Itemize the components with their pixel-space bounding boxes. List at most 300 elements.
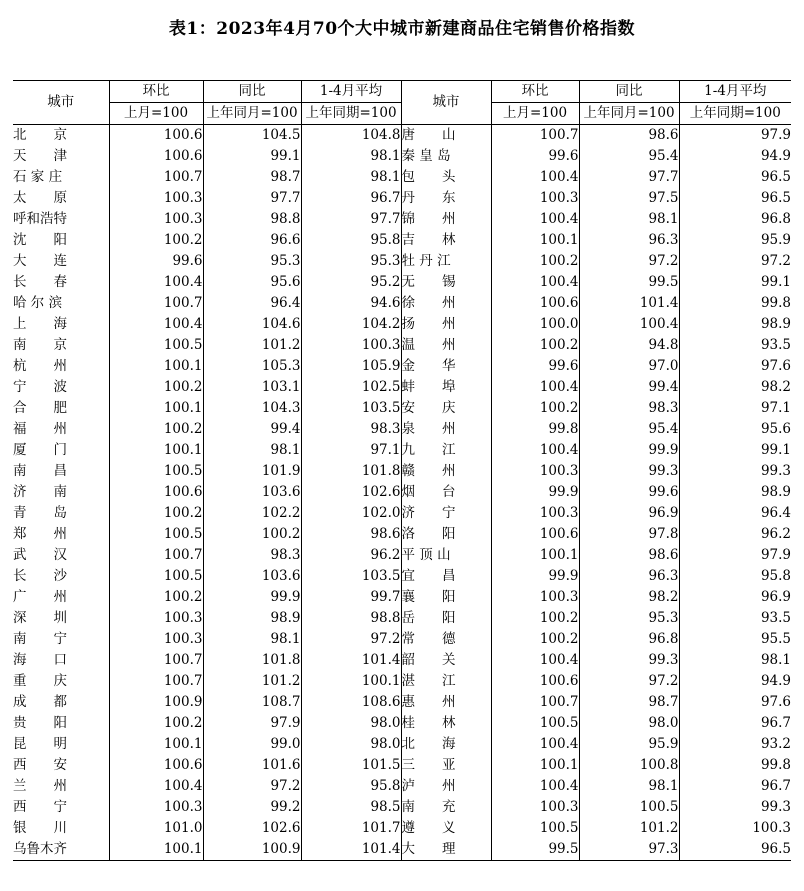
right-yoy-value: 99.5 (579, 272, 679, 293)
left-yoy-value: 98.9 (203, 608, 301, 629)
left-mom-value: 100.5 (109, 566, 203, 587)
table-row (13, 839, 791, 861)
right-avg-value: 100.3 (679, 818, 791, 839)
right-mom-value: 100.3 (491, 461, 579, 482)
right-city-cell (401, 461, 491, 482)
right-avg-value: 96.7 (679, 776, 791, 797)
left-city-cell (13, 377, 109, 398)
right-mom-value: 100.1 (491, 755, 579, 776)
left-city-cell (13, 713, 109, 734)
right-city-cell (401, 125, 491, 147)
table-row (13, 713, 791, 734)
right-avg-value: 99.1 (679, 272, 791, 293)
header-yoy-right: 同比 (579, 81, 679, 103)
right-city-cell (401, 713, 491, 734)
table-row (13, 629, 791, 650)
right-avg-value: 95.5 (679, 629, 791, 650)
table-row (13, 692, 791, 713)
right-yoy-value: 99.3 (579, 461, 679, 482)
right-avg-value: 96.8 (679, 209, 791, 230)
header-yoy-base-left: 上年同月=100 (203, 103, 301, 125)
right-yoy-value: 100.5 (579, 797, 679, 818)
left-yoy-value: 97.2 (203, 776, 301, 797)
left-city-name: 长 春 (13, 274, 67, 290)
left-avg-value: 95.8 (301, 230, 401, 251)
right-mom-value: 100.1 (491, 230, 579, 251)
header-city-right: 城市 (401, 81, 491, 125)
right-city-cell (401, 251, 491, 272)
left-city-name: 福 州 (13, 421, 67, 437)
right-mom-value: 100.3 (491, 587, 579, 608)
left-city-cell (13, 818, 109, 839)
right-mom-value: 100.4 (491, 734, 579, 755)
right-avg-value: 97.9 (679, 545, 791, 566)
left-avg-value: 98.0 (301, 713, 401, 734)
left-city-name: 广 州 (13, 589, 67, 605)
left-city-name: 深 圳 (13, 610, 67, 626)
left-city-cell (13, 356, 109, 377)
table-row (13, 818, 791, 839)
left-city-name: 沈 阳 (13, 232, 67, 248)
right-avg-value: 93.5 (679, 335, 791, 356)
left-avg-value: 103.5 (301, 566, 401, 587)
left-city-cell (13, 251, 109, 272)
right-city-name: 襄 阳 (401, 589, 456, 605)
right-avg-value: 99.8 (679, 755, 791, 776)
right-city-name: 济 宁 (401, 505, 456, 521)
right-city-cell (401, 734, 491, 755)
left-city-cell (13, 188, 109, 209)
right-city-name: 遵 义 (401, 820, 456, 836)
left-mom-value: 100.9 (109, 692, 203, 713)
left-mom-value: 100.3 (109, 629, 203, 650)
left-city-name: 西 宁 (13, 799, 67, 815)
right-city-name: 唐 山 (401, 127, 456, 143)
right-city-cell (401, 524, 491, 545)
right-avg-value: 94.9 (679, 671, 791, 692)
right-city-cell (401, 293, 491, 314)
left-yoy-value: 101.9 (203, 461, 301, 482)
right-yoy-value: 96.8 (579, 629, 679, 650)
left-yoy-value: 95.6 (203, 272, 301, 293)
left-city-name: 上 海 (13, 316, 67, 332)
table-row (13, 587, 791, 608)
left-avg-value: 101.7 (301, 818, 401, 839)
left-mom-value: 100.7 (109, 650, 203, 671)
right-avg-value: 93.5 (679, 608, 791, 629)
left-city-name: 太 原 (13, 190, 67, 206)
right-city-name: 锦 州 (401, 211, 456, 227)
left-yoy-value: 101.6 (203, 755, 301, 776)
left-yoy-value: 104.3 (203, 398, 301, 419)
right-avg-value: 93.2 (679, 734, 791, 755)
left-avg-value: 101.8 (301, 461, 401, 482)
left-city-name: 青 岛 (13, 505, 67, 521)
left-yoy-value: 103.6 (203, 566, 301, 587)
right-mom-value: 100.5 (491, 818, 579, 839)
table-row (13, 776, 791, 797)
left-yoy-value: 102.6 (203, 818, 301, 839)
right-city-cell (401, 503, 491, 524)
right-city-name: 金 华 (401, 358, 456, 374)
left-avg-value: 96.2 (301, 545, 401, 566)
right-city-name: 蚌 埠 (401, 379, 456, 395)
left-city-name: 南 宁 (13, 631, 67, 647)
right-mom-value: 100.3 (491, 503, 579, 524)
left-city-name: 乌鲁木齐 (13, 841, 67, 857)
left-city-name: 西 安 (13, 757, 67, 773)
right-mom-value: 99.6 (491, 146, 579, 167)
left-avg-value: 98.8 (301, 608, 401, 629)
right-yoy-value: 95.9 (579, 734, 679, 755)
right-mom-value: 100.5 (491, 713, 579, 734)
right-mom-value: 100.2 (491, 398, 579, 419)
right-yoy-value: 98.6 (579, 125, 679, 147)
left-yoy-value: 100.2 (203, 524, 301, 545)
left-city-cell (13, 587, 109, 608)
right-mom-value: 100.6 (491, 671, 579, 692)
left-mom-value: 100.1 (109, 440, 203, 461)
right-city-cell (401, 797, 491, 818)
left-avg-value: 98.1 (301, 167, 401, 188)
left-city-cell (13, 734, 109, 755)
left-yoy-value: 104.5 (203, 125, 301, 147)
left-mom-value: 100.3 (109, 608, 203, 629)
left-city-cell (13, 524, 109, 545)
right-avg-value: 99.8 (679, 293, 791, 314)
left-avg-value: 98.6 (301, 524, 401, 545)
left-avg-value: 97.2 (301, 629, 401, 650)
left-avg-value: 98.5 (301, 797, 401, 818)
left-city-name: 北 京 (13, 127, 67, 143)
left-mom-value: 100.1 (109, 839, 203, 861)
left-city-name: 重 庆 (13, 673, 67, 689)
right-avg-value: 96.2 (679, 524, 791, 545)
right-city-cell (401, 377, 491, 398)
left-yoy-value: 102.2 (203, 503, 301, 524)
right-yoy-value: 97.7 (579, 167, 679, 188)
left-yoy-value: 108.7 (203, 692, 301, 713)
right-avg-value: 95.8 (679, 566, 791, 587)
header-mom-left: 环比 (109, 81, 203, 103)
right-city-name: 岳 阳 (401, 610, 456, 626)
left-mom-value: 100.2 (109, 713, 203, 734)
right-mom-value: 100.4 (491, 650, 579, 671)
left-city-name: 昆 明 (13, 736, 67, 752)
right-mom-value: 100.4 (491, 377, 579, 398)
right-yoy-value: 98.3 (579, 398, 679, 419)
left-city-name: 合 肥 (13, 400, 67, 416)
table-row (13, 440, 791, 461)
left-yoy-value: 99.1 (203, 146, 301, 167)
right-mom-value: 100.6 (491, 293, 579, 314)
right-avg-value: 99.3 (679, 797, 791, 818)
left-city-cell (13, 671, 109, 692)
right-city-name: 北 海 (401, 736, 456, 752)
right-city-cell (401, 629, 491, 650)
right-yoy-value: 99.6 (579, 482, 679, 503)
left-yoy-value: 105.3 (203, 356, 301, 377)
right-city-name: 包 头 (401, 169, 456, 185)
left-city-cell (13, 503, 109, 524)
header-avg-base-right: 上年同期=100 (679, 103, 791, 125)
right-avg-value: 98.9 (679, 314, 791, 335)
left-city-cell (13, 209, 109, 230)
left-city-name: 兰 州 (13, 778, 67, 794)
right-yoy-value: 95.4 (579, 146, 679, 167)
left-yoy-value: 100.9 (203, 839, 301, 861)
left-mom-value: 100.2 (109, 587, 203, 608)
right-city-name: 烟 台 (401, 484, 456, 500)
left-yoy-value: 101.2 (203, 335, 301, 356)
table-row (13, 293, 791, 314)
right-yoy-value: 96.9 (579, 503, 679, 524)
right-city-cell (401, 755, 491, 776)
right-city-name: 吉 林 (401, 232, 456, 248)
left-mom-value: 100.6 (109, 125, 203, 147)
right-city-cell (401, 671, 491, 692)
left-mom-value: 100.4 (109, 776, 203, 797)
right-yoy-value: 97.5 (579, 188, 679, 209)
left-mom-value: 100.4 (109, 314, 203, 335)
right-city-name: 温 州 (401, 337, 456, 353)
right-avg-value: 96.9 (679, 587, 791, 608)
left-mom-value: 100.4 (109, 272, 203, 293)
left-yoy-value: 98.7 (203, 167, 301, 188)
right-mom-value: 100.6 (491, 524, 579, 545)
left-avg-value: 101.5 (301, 755, 401, 776)
right-yoy-value: 97.3 (579, 839, 679, 861)
right-city-cell (401, 419, 491, 440)
right-avg-value: 96.4 (679, 503, 791, 524)
left-yoy-value: 101.2 (203, 671, 301, 692)
right-city-name: 赣 州 (401, 463, 456, 479)
right-yoy-value: 99.4 (579, 377, 679, 398)
right-yoy-value: 99.3 (579, 650, 679, 671)
right-yoy-value: 98.1 (579, 209, 679, 230)
right-city-name: 大 理 (401, 841, 456, 857)
left-avg-value: 101.4 (301, 839, 401, 861)
table-row (13, 650, 791, 671)
table-title: 表1：2023年4月70个大中城市新建商品住宅销售价格指数 (168, 19, 636, 39)
table-row (13, 398, 791, 419)
header-avg-base-left: 上年同期=100 (301, 103, 401, 125)
right-yoy-value: 96.3 (579, 230, 679, 251)
left-mom-value: 100.2 (109, 419, 203, 440)
left-yoy-value: 103.6 (203, 482, 301, 503)
table-row (13, 608, 791, 629)
left-mom-value: 100.5 (109, 461, 203, 482)
right-city-cell (401, 335, 491, 356)
left-mom-value: 100.5 (109, 335, 203, 356)
table-row (13, 356, 791, 377)
left-city-cell (13, 692, 109, 713)
right-city-cell (401, 545, 491, 566)
left-city-name: 海 口 (13, 652, 67, 668)
right-city-name: 平 顶 山 (401, 547, 451, 563)
left-avg-value: 102.0 (301, 503, 401, 524)
left-city-cell (13, 440, 109, 461)
left-avg-value: 94.6 (301, 293, 401, 314)
right-yoy-value: 98.7 (579, 692, 679, 713)
table-row (13, 167, 791, 188)
left-city-cell (13, 293, 109, 314)
left-city-name: 贵 阳 (13, 715, 67, 731)
table-row (13, 524, 791, 545)
left-avg-value: 95.8 (301, 776, 401, 797)
left-city-cell (13, 167, 109, 188)
table-row (13, 146, 791, 167)
right-avg-value: 96.5 (679, 167, 791, 188)
left-mom-value: 100.3 (109, 209, 203, 230)
right-avg-value: 94.9 (679, 146, 791, 167)
left-city-cell (13, 230, 109, 251)
right-city-name: 安 庆 (401, 400, 456, 416)
right-city-cell (401, 398, 491, 419)
left-city-cell (13, 566, 109, 587)
right-city-name: 常 德 (401, 631, 456, 647)
table-row (13, 797, 791, 818)
right-avg-value: 95.6 (679, 419, 791, 440)
left-yoy-value: 98.1 (203, 440, 301, 461)
table-row (13, 461, 791, 482)
right-mom-value: 100.7 (491, 692, 579, 713)
right-avg-value: 97.6 (679, 692, 791, 713)
right-city-name: 惠 州 (401, 694, 456, 710)
table-header (13, 81, 791, 125)
table-row (13, 545, 791, 566)
left-avg-value: 104.2 (301, 314, 401, 335)
right-mom-value: 100.4 (491, 440, 579, 461)
left-city-cell (13, 272, 109, 293)
left-mom-value: 100.6 (109, 755, 203, 776)
left-mom-value: 100.7 (109, 671, 203, 692)
table-row (13, 377, 791, 398)
right-yoy-value: 96.3 (579, 566, 679, 587)
right-city-name: 宜 昌 (401, 568, 456, 584)
left-mom-value: 100.1 (109, 734, 203, 755)
right-city-cell (401, 650, 491, 671)
left-mom-value: 100.3 (109, 188, 203, 209)
right-city-name: 无 锡 (401, 274, 456, 290)
right-avg-value: 98.2 (679, 377, 791, 398)
right-city-name: 湛 江 (401, 673, 456, 689)
right-mom-value: 100.3 (491, 188, 579, 209)
right-yoy-value: 99.9 (579, 440, 679, 461)
left-mom-value: 100.1 (109, 356, 203, 377)
right-yoy-value: 97.0 (579, 356, 679, 377)
left-city-name: 银 川 (13, 820, 67, 836)
right-avg-value: 96.7 (679, 713, 791, 734)
left-city-cell (13, 629, 109, 650)
header-city-left: 城市 (13, 81, 109, 125)
right-city-cell (401, 209, 491, 230)
right-mom-value: 99.9 (491, 566, 579, 587)
left-mom-value: 100.2 (109, 230, 203, 251)
left-city-cell (13, 335, 109, 356)
left-mom-value: 100.3 (109, 797, 203, 818)
right-city-name: 泉 州 (401, 421, 456, 437)
left-avg-value: 100.3 (301, 335, 401, 356)
left-city-name: 哈 尔 滨 (13, 295, 63, 311)
right-city-cell (401, 167, 491, 188)
right-mom-value: 100.2 (491, 629, 579, 650)
right-avg-value: 99.1 (679, 440, 791, 461)
table-body (13, 125, 791, 861)
left-yoy-value: 99.0 (203, 734, 301, 755)
left-yoy-value: 98.1 (203, 629, 301, 650)
left-city-cell (13, 797, 109, 818)
left-city-cell (13, 461, 109, 482)
table-row (13, 503, 791, 524)
left-yoy-value: 104.6 (203, 314, 301, 335)
right-city-cell (401, 230, 491, 251)
right-city-cell (401, 608, 491, 629)
right-city-cell (401, 692, 491, 713)
left-avg-value: 102.6 (301, 482, 401, 503)
right-yoy-value: 98.0 (579, 713, 679, 734)
left-city-cell (13, 314, 109, 335)
left-city-name: 郑 州 (13, 526, 67, 542)
header-avg-right: 1-4月平均 (679, 81, 791, 103)
right-city-name: 秦 皇 岛 (401, 148, 451, 164)
left-yoy-value: 98.8 (203, 209, 301, 230)
left-city-name: 济 南 (13, 484, 67, 500)
right-city-cell (401, 314, 491, 335)
table-row (13, 335, 791, 356)
right-avg-value: 97.6 (679, 356, 791, 377)
left-mom-value: 101.0 (109, 818, 203, 839)
left-mom-value: 100.2 (109, 377, 203, 398)
right-yoy-value: 100.4 (579, 314, 679, 335)
right-avg-value: 95.9 (679, 230, 791, 251)
right-mom-value: 100.2 (491, 335, 579, 356)
left-city-cell (13, 839, 109, 861)
table-row (13, 755, 791, 776)
price-index-table (13, 80, 791, 861)
right-yoy-value: 98.1 (579, 776, 679, 797)
table-row (13, 209, 791, 230)
right-mom-value: 99.5 (491, 839, 579, 861)
right-yoy-value: 94.8 (579, 335, 679, 356)
left-avg-value: 103.5 (301, 398, 401, 419)
header-mom-base-left: 上月=100 (109, 103, 203, 125)
left-city-name: 宁 波 (13, 379, 67, 395)
left-yoy-value: 98.3 (203, 545, 301, 566)
right-city-cell (401, 356, 491, 377)
right-city-cell (401, 272, 491, 293)
right-city-cell (401, 188, 491, 209)
right-city-name: 韶 关 (401, 652, 456, 668)
right-mom-value: 100.3 (491, 797, 579, 818)
left-city-name: 南 京 (13, 337, 67, 353)
right-mom-value: 99.6 (491, 356, 579, 377)
right-city-cell (401, 566, 491, 587)
left-city-cell (13, 419, 109, 440)
table-row (13, 125, 791, 147)
left-mom-value: 100.2 (109, 503, 203, 524)
left-yoy-value: 103.1 (203, 377, 301, 398)
right-avg-value: 99.3 (679, 461, 791, 482)
right-mom-value: 100.4 (491, 776, 579, 797)
table-row (13, 230, 791, 251)
right-city-name: 丹 东 (401, 190, 456, 206)
table-row (13, 566, 791, 587)
left-city-cell (13, 776, 109, 797)
right-yoy-value: 100.8 (579, 755, 679, 776)
right-avg-value: 96.5 (679, 839, 791, 861)
left-mom-value: 100.6 (109, 482, 203, 503)
